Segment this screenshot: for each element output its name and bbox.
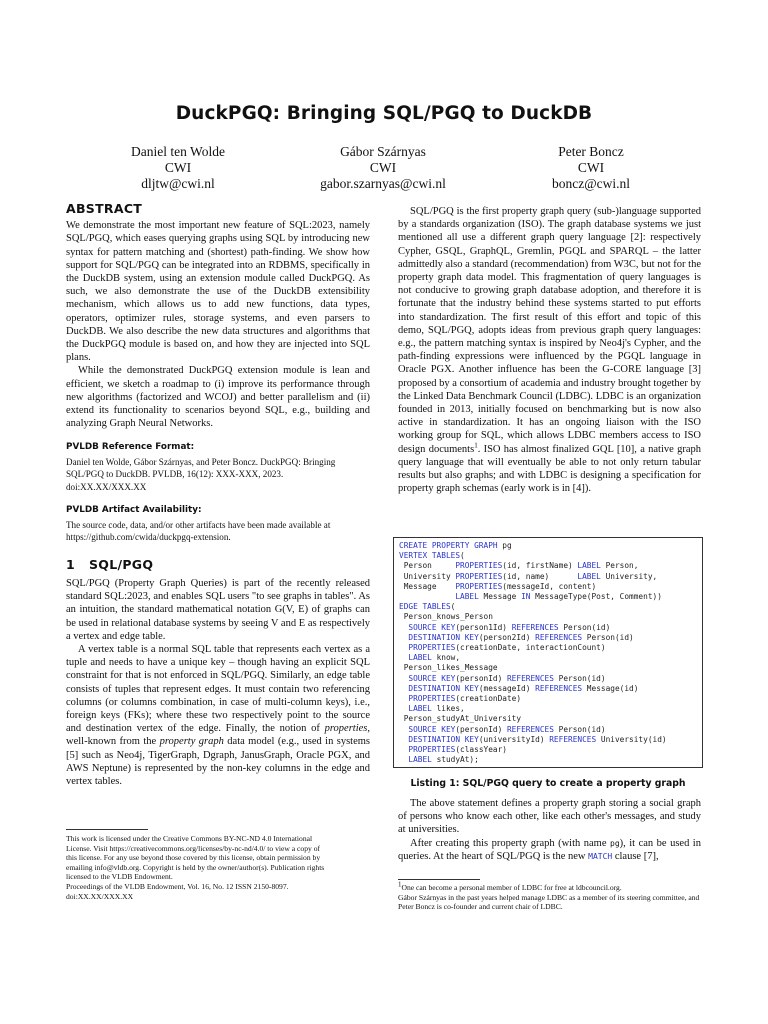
section-1-paragraph-2: A vertex table is a normal SQL table that represents each vertex as a tuple and needs to have a unique key – though having an explicit SQL constraint for that is not enforced in SQL/PGQ. Similarly, an edge table consists of tuples that represent edges. It must contain two referencing columns (or columns combination, in case of multi-column keys), i.e., foreign keys (FKs); where these two respectively point to the source and destination vertex of the edge. Finally, the notion of properties, well-known from the property graph data model (e.g., used in systems [5] such as Neo4j, TigerGraph, Dgraph, JanusGraph, Oracle PGX, and AWS Neptune) is represented by the non-key columns in the edge and vertex tables. [66,644,370,788]
author-block-3 [481,144,701,192]
section-1-paragraph-1: SQL/PGQ (Property Graph Queries) is part of the recently released standard SQL:2023, and enables SQL users "to see graphs in tables". As an intuition, the standard mathematical notation G(V, E) of graphs can be used in relational database systems by seeing V and E as respectively a vertex and edge table. [66,578,370,642]
author-affiliation: CWI [164,160,192,175]
license-footnote [66,834,370,901]
abstract-paragraph-1: We demonstrate the most important new feature of SQL:2023, namely SQL/PGQ, which eases querying graphs using SQL by introducing new syntax for pattern matching and (shortest) path-finding. We show how support for SQL/PGQ can be integrated into an RDBMS, specifically in the DuckDB system, using an extension module called DuckPGQ. As such, we also demonstrate the use of the DuckDB extensibility mechanism, which allows us to add new functions, data types, operators, optimizer rules, storage systems, and even parsers to DuckDB. We also describe the new data structures and algorithms that the DuckPGQ module is based on, and how they are injected into SQL plans. [66,220,370,364]
footnote-rule [66,829,148,830]
license-line: This work is licensed under the Creative Commons BY-NC-ND 4.0 International [66,834,313,843]
license-line: emailing info@vldb.org. Copyright is held by the owner/author(s). Publication rights [66,862,325,872]
right-column-intro [398,205,701,495]
pvldb-artifact-text [66,519,370,544]
right-paragraph-2: The above statement defines a property graph storing a social graph of persons who know each other, like each other's messages, and study at universities. [398,798,701,836]
right-paragraph-1: SQL/PGQ is the first property graph query (sub-)language supported by a standards organization (ISO). The graph database systems we just mentioned all use a different graph query language [2]: respectively Cypher, GSQL, GraphQL, Gremlin, PGQL and SPARQL – the latter admittedly also a standard (recommendation) from W3C, but not for the property graph data model. This fragmentation of query languages is not conducive to growing graph database adoption, and therefore it is fortunate that the industry behind these systems started to put efforts into standardization. The first result of this effort and topic of this demo, SQL/PGQ, adopts ideas from previous graph query languages: e.g., the pattern matching syntax is inspired by Neo4j's Cypher, and the path-finding expressions were influenced by the PGQL language in Oracle PGX. Another influence has been the G-CORE language [3] proposed by a consortium of academia and industry brought together by the Linked Data Benchmark Council (LDBC). LDBC is an organization founded in 2013, initially focused on benchmarking but is now also active in standardization. It has an ongoing liaison with the ISO working group for SQL, which allows LDBC members access to ISO design documents$^1$. ISO has almost finalized GQL [10], a native graph query language that will eventually be able to not only return tabular results but also graphs; and with LDBC is designing a specification for property graph schemas (early work is in [4]). [398,206,701,495]
pvldb-reference-line: doi:XX.XX/XXX.XX [66,481,147,492]
author-email: dljtw@cwi.nl [141,176,215,191]
author-affiliation: CWI [577,160,605,175]
abstract-heading: ABSTRACT [66,201,143,216]
pvldb-artifact-link[interactable]: https://github.com/cwida/duckpgq-extension. [66,532,231,543]
author-email: gabor.szarnyas@cwi.nl [320,176,446,191]
license-line: doi:XX.XX/XXX.XX [66,891,134,901]
left-column [66,202,370,788]
pvldb-reference-line: Daniel ten Wolde, Gábor Szárnyas, and Peter Boncz. DuckPGQ: Bringing [66,456,336,467]
paper-title: DuckPGQ: Bringing SQL/PGQ to DuckDB [175,103,593,124]
code-listing: CREATE PROPERTY GRAPH pg VERTEX TABLES( Person PROPERTIES(id, firstName) LABEL Person, University PROPERTIES(id, name) LABEL University, Message PROPERTIES(messageId, content) LABEL Message IN MessageType(Post, Comment)) EDGE TABLES( Person_knows_Person SOURCE KEY(person1Id) REFERENCES Person(id) DESTINATION KEY(person2Id) REFERENCES Person(id) PROPERTIES(creationDate, interactionCount) LABEL know, Person_likes_Message SOURCE KEY(personId) REFERENCES Person(id) DESTINATION KEY(messageId) REFERENCES Message(id) PROPERTIES(creationDate) LABEL likes, Person_studyAt_University SOURCE KEY(personId) REFERENCES Person(id) DESTINATION KEY(universityId) REFERENCES University(id) PROPERTIES(classYear) LABEL studyAt); [393,537,703,768]
author-email: boncz@cwi.nl [551,176,631,191]
pvldb-reference-line: SQL/PGQ to DuckDB. PVLDB, 16(12): XXX-XXX, 2023. [66,469,284,480]
author-block-1 [68,144,288,192]
author-name: Gábor Szárnyas [340,144,426,159]
author-affiliation: CWI [369,160,397,175]
author-block-2 [273,144,493,192]
listing-caption: Listing 1: SQL/PGQ query to create a property graph [410,778,686,789]
pvldb-reference-text [66,456,370,494]
author-name: Daniel ten Wolde [131,144,225,159]
pvldb-artifact-line: The source code, data, and/or other artifacts have been made available at [66,519,331,530]
license-line: License. Visit https://creativecommons.org/licenses/by-nc-nd/4.0/ to view a copy of [66,843,321,853]
right-paragraph-3: After creating this property graph (with name pg), it can be used in queries. At the heart of SQL/PGQ is the new MATCH clause [7], [398,837,701,862]
right-column-lower [398,797,701,863]
license-line: this license. For any use beyond those covered by this license, obtain permission by [66,853,321,863]
section-title: SQL/PGQ [88,556,154,572]
pvldb-artifact-heading: PVLDB Artifact Availability: [66,505,202,516]
pvldb-reference-heading: PVLDB Reference Format: [66,442,195,453]
footnote-1: 1One can become a personal member of LDBC for free at ldbcouncil.org. [398,880,622,892]
section-1-heading [66,558,370,571]
author-name: Peter Boncz [558,144,624,159]
section-number: 1 [66,556,75,572]
footnote-rule [398,879,480,880]
license-line: Proceedings of the VLDB Endowment, Vol. 16, No. 12 ISSN 2150-8097. [66,881,289,891]
right-footnotes [398,880,702,912]
footnote-2: Gábor Szárnyas in the past years helped manage LDBC as a member of its steering committee, and Peter Boncz is co-founder and current chair of LDBC. [398,892,700,912]
license-line: licensed to the VLDB Endowment. [66,872,173,882]
abstract-paragraph-2: While the demonstrated DuckPGQ extension module is lean and efficient, we sketch a roadmap to (i) improve its performance through new algorithms (factorized and WCOJ) and better parallelism and (ii) extend its functionality to scenarios beyond SQL, e.g., building and analyzing Graph Neural Networks. [66,365,370,430]
